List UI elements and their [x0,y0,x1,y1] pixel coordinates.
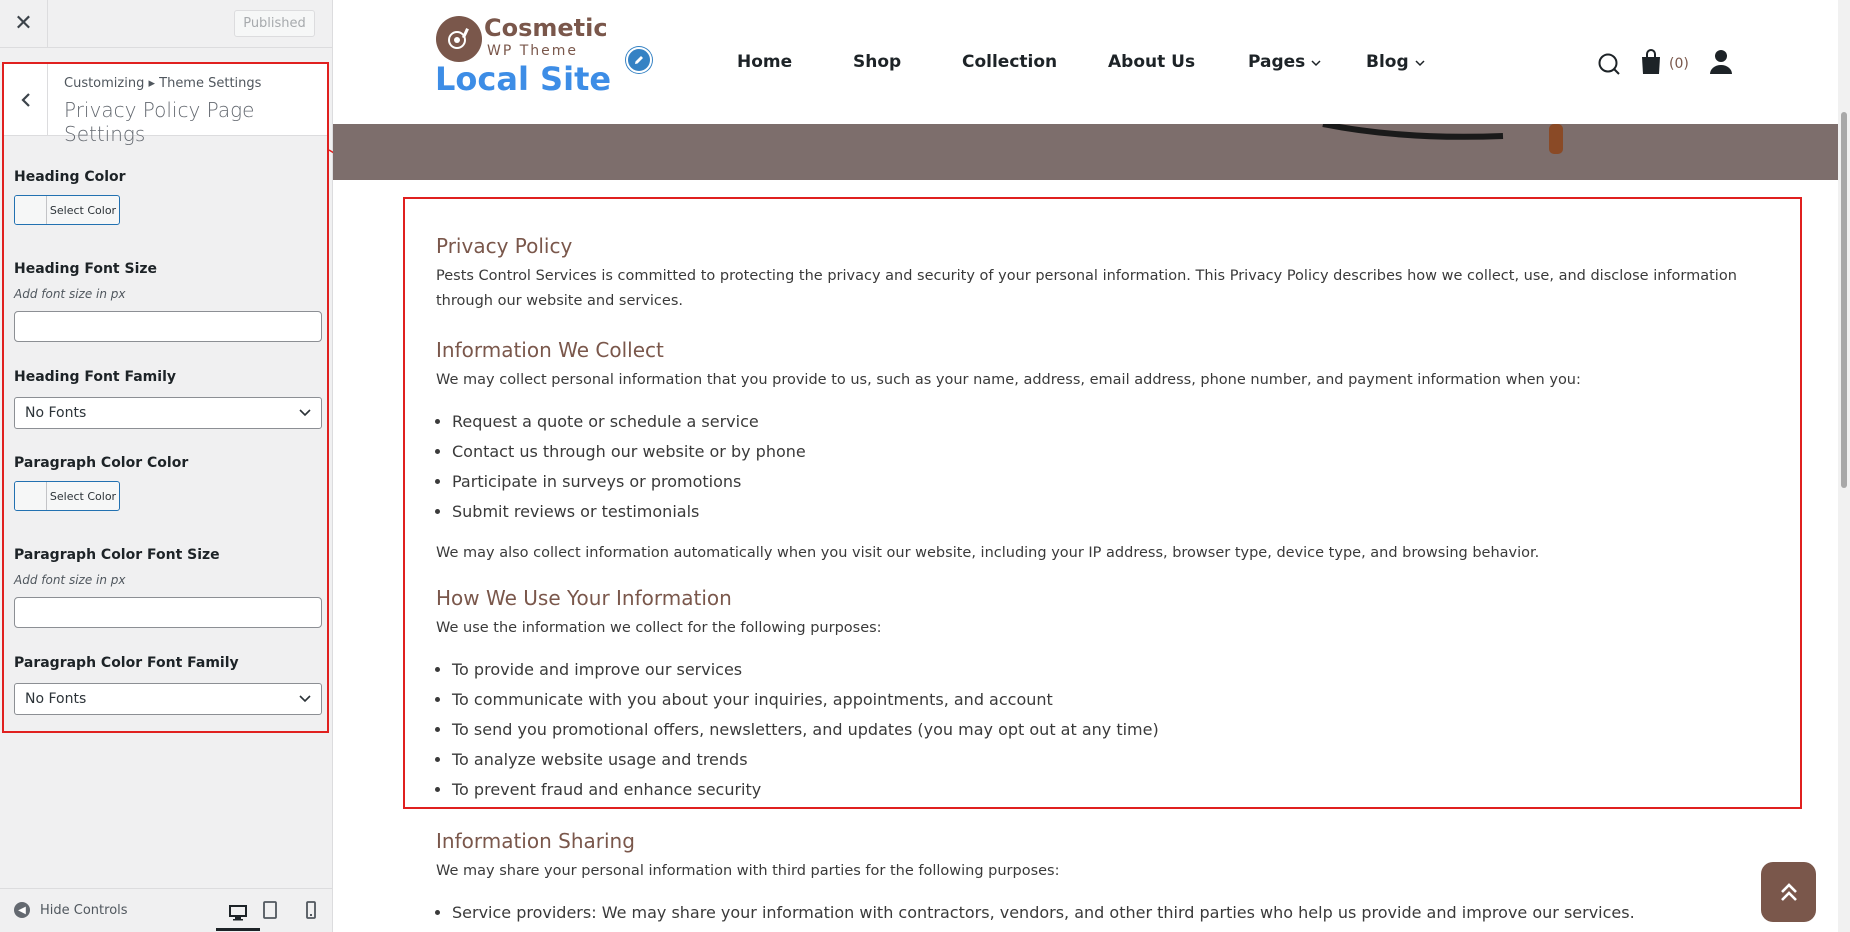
chevron-down-icon [299,695,311,703]
tablet-icon [263,901,277,919]
section-header [4,64,327,146]
cosmetic-logo-icon [445,25,473,53]
heading-font-size-input[interactable] [14,311,322,342]
chevron-down-icon [299,409,311,417]
color-swatch [15,482,47,510]
pencil-icon [633,54,645,66]
paragraph-font-size-label: Paragraph Color Font Size [14,547,220,563]
nav-pages[interactable] [1248,52,1321,72]
paragraph-font-size-input[interactable] [14,597,322,628]
list-item: • To prevent fraud and enhance security [452,775,1786,805]
select-value: No Fonts [25,691,87,707]
paragraph-font-size-desc: Add font size in px [14,573,126,587]
site-preview [333,0,1850,932]
heading-font-family-label: Heading Font Family [14,369,176,385]
logo-name[interactable]: Cosmetic [484,14,608,42]
list-item: • Service providers: We may share your information with contractors, vendors, and other third parties who help us provide and improve our services. [452,898,1786,928]
privacy-settings-panel [2,62,329,733]
customizer-sidebar [0,0,333,932]
heading-font-family-select[interactable] [14,397,322,429]
privacy-policy-intro: Pests Control Services is committed to protecting the privacy and security of your personal information. This Privacy Policy describes how we collect, use, and disclose information through our website and services. [436,268,1737,309]
collect-heading: Information We Collect [436,338,664,362]
collapse-icon: ◀ [14,902,30,918]
hide-controls-button[interactable] [14,902,128,918]
list-item: • To analyze website usage and trends [452,745,1786,775]
paragraph-font-family-label: Paragraph Color Font Family [14,655,239,671]
close-customizer-button[interactable]: ✕ [0,0,48,47]
mobile-icon [306,901,316,919]
list-item: • Request a quote or schedule a service [452,407,1786,437]
heading-font-size-control [14,261,322,342]
use-heading: How We Use Your Information [436,586,732,610]
nav-pages-label: Pages [1248,52,1306,72]
highlight-box [403,197,1802,809]
chevron-down-icon [1415,60,1425,67]
select-color-label: Select Color [49,489,117,503]
paragraph-color-control [14,455,322,511]
heading-color-control [14,169,322,225]
back-button[interactable] [4,64,48,135]
paragraph-font-family-control [14,655,322,715]
desktop-icon [229,905,247,921]
hero-image-decoration [333,124,1838,180]
preview-scrollbar[interactable] [1838,0,1850,932]
heading-font-family-control [14,369,322,429]
nav-home[interactable]: Home [737,52,793,72]
list-item: • To send you promotional offers, newsletters, and updates (you may opt out at any time) [452,715,1786,745]
nav-collection[interactable]: Collection [962,52,1058,72]
shopping-bag-icon[interactable] [1639,48,1663,76]
hero-banner [333,124,1838,180]
preview-tablet-button[interactable] [257,899,283,921]
heading-color-picker[interactable] [14,195,120,225]
breadcrumb: Customizing ▸ Theme Settings [64,76,262,91]
paragraph-font-size-control [14,547,322,628]
published-button[interactable]: Published [234,10,315,37]
back-to-top-button[interactable] [1761,862,1816,922]
use-intro: We use the information we collect for the following purposes: [436,620,882,636]
nav-about-us[interactable]: About Us [1108,52,1196,72]
site-title[interactable]: Local Site [435,60,612,98]
edit-shortcut-button[interactable] [626,47,652,73]
chevron-left-icon [20,92,32,108]
collect-intro: We may collect personal information that you provide to us, such as your name, address, email address, phone number, and payment information when you: [436,372,1581,388]
cart-count[interactable]: (0) [1669,56,1689,72]
hide-controls-label: Hide Controls [40,902,128,918]
paragraph-color-picker[interactable] [14,481,120,511]
sharing-heading: Information Sharing [436,829,635,853]
nav-blog[interactable] [1366,52,1425,72]
nav-blog-label: Blog [1366,52,1409,72]
color-swatch [15,196,47,224]
preview-mobile-button[interactable] [298,899,324,921]
user-icon[interactable] [1709,48,1733,76]
sharing-list [436,898,1786,928]
section-title: Privacy Policy Page Settings [64,98,255,146]
list-item: • Submit reviews or testimonials [452,497,1786,527]
privacy-policy-heading: Privacy Policy [436,234,573,258]
logo-icon[interactable] [436,16,482,62]
list-item: • Participate in surveys or promotions [452,467,1786,497]
double-chevron-up-icon [1777,880,1801,904]
sharing-intro: We may share your personal information with third parties for the following purposes: [436,863,1060,879]
customizer-footer [0,888,332,932]
select-value: No Fonts [25,405,87,421]
logo-tagline: WP Theme [487,43,579,59]
paragraph-color-label: Paragraph Color Color [14,455,189,471]
scrollbar-thumb[interactable] [1841,112,1847,488]
site-header [333,0,1838,124]
search-icon[interactable] [1597,52,1621,76]
customizer-header [0,0,332,48]
preview-desktop-button[interactable] [216,897,260,931]
heading-font-size-desc: Add font size in px [14,287,126,301]
chevron-down-icon [1311,60,1321,67]
heading-font-size-label: Heading Font Size [14,261,158,277]
collect-auto-text: We may also collect information automatically when you visit our website, including your IP address, browser type, device type, and browsing behavior. [436,545,1540,561]
heading-color-label: Heading Color [14,169,126,185]
nav-shop[interactable]: Shop [853,52,902,72]
list-item: • To provide and improve our services [452,655,1786,685]
list-item: • To communicate with you about your inquiries, appointments, and account [452,685,1786,715]
paragraph-font-family-select[interactable] [14,683,322,715]
select-color-label: Select Color [49,203,117,217]
list-item: • Contact us through our website or by phone [452,437,1786,467]
